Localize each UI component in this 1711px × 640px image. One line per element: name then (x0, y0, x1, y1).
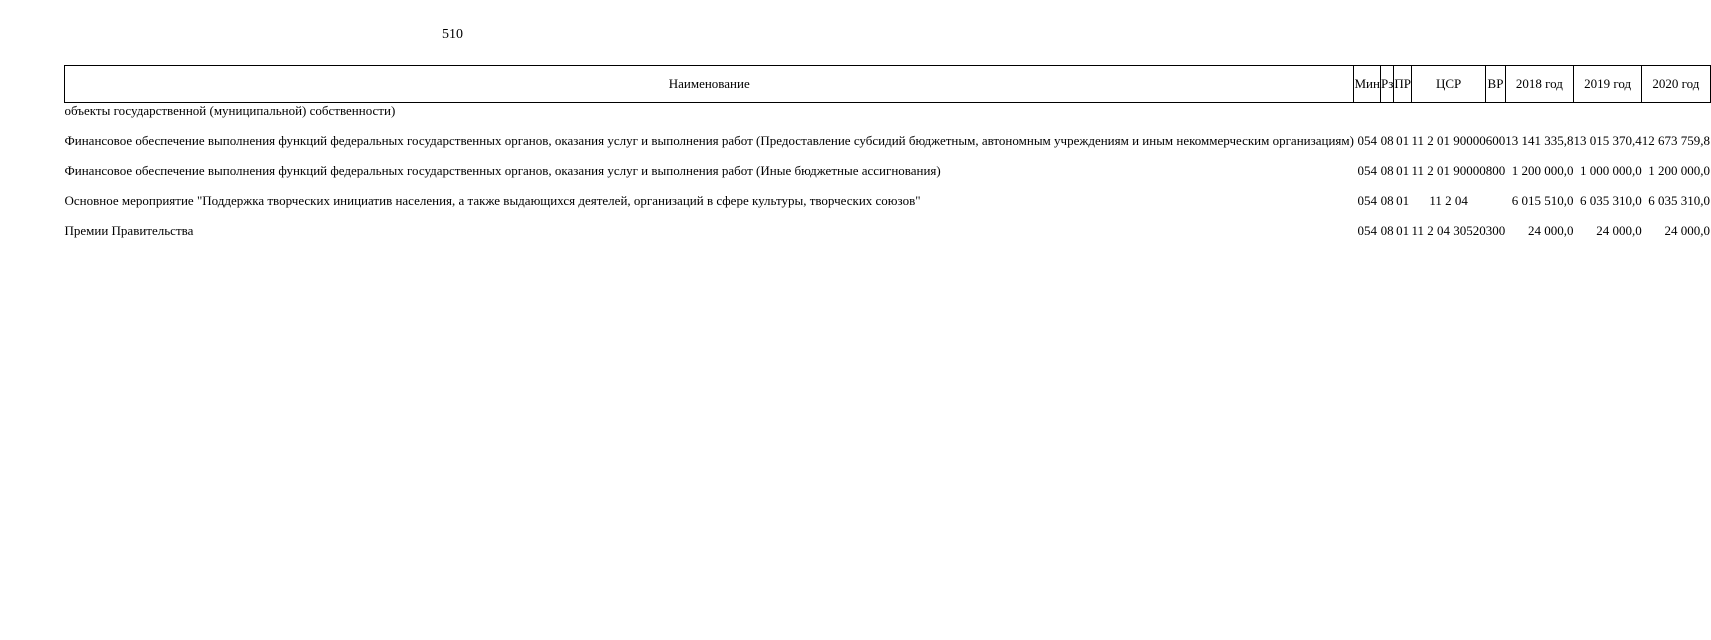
row-pr: 01 (1396, 223, 1410, 238)
row-2018: 6 015 510,0 (1511, 193, 1574, 208)
row-vr: 800 (1485, 163, 1506, 178)
header-vr: ВР (1486, 66, 1506, 103)
table-row (65, 163, 1711, 179)
row-csr: 11 2 01 90000 (1411, 133, 1486, 148)
row-rz: 08 (1380, 163, 1394, 178)
row-2020: 12 673 759,8 (1641, 133, 1710, 148)
table-row (65, 193, 1711, 209)
row-csr (1411, 103, 1485, 120)
page-number: 510 (442, 27, 463, 42)
row-name: Основное мероприятие "Поддержка творческих инициатив населения, а также выдающихся деятелей, организаций в сфере культуры, творческих союзов" (64, 193, 921, 208)
row-min: 054 (1357, 163, 1377, 178)
row-2020: 24 000,0 (1664, 223, 1710, 238)
row-rz: 08 (1380, 133, 1394, 148)
row-rz (1380, 103, 1393, 120)
row-vr (1486, 193, 1506, 209)
header-2019: 2019 год (1574, 66, 1642, 103)
row-2019: 24 000,0 (1596, 223, 1642, 238)
row-pr: 01 (1396, 133, 1410, 148)
header-pr: ПР (1394, 66, 1412, 103)
row-pr: 01 (1396, 193, 1410, 208)
row-2019: 13 015 370,4 (1573, 133, 1642, 148)
row-2020: 1 200 000,0 (1648, 163, 1710, 178)
row-pr (1394, 103, 1412, 120)
row-rz: 08 (1380, 193, 1394, 208)
table-header-row (65, 66, 1711, 103)
row-name: объекты государственной (муниципальной) собственности) (64, 103, 396, 118)
row-name: Финансовое обеспечение выполнения функций федеральных государственных органов, оказания услуг и выполнения работ (Иные бюджетные ассигнования) (64, 163, 941, 178)
table-row (65, 133, 1711, 149)
row-min: 054 (1357, 193, 1377, 208)
header-2020: 2020 год (1642, 66, 1710, 103)
header-name: Наименование (65, 66, 1354, 103)
row-2018: 13 141 335,8 (1505, 133, 1574, 148)
row-name: Финансовое обеспечение выполнения функций федеральных государственных органов, оказания услуг и выполнения работ (Предоставление субсидий бюджетным, автономным учреждениям и иным некоммерческим организациям) (64, 133, 1354, 148)
row-vr (1486, 103, 1506, 120)
budget-table (64, 65, 1711, 239)
row-pr: 01 (1396, 163, 1410, 178)
row-rz: 08 (1380, 223, 1394, 238)
row-vr: 600 (1485, 133, 1506, 148)
header-rz: Рз (1380, 66, 1393, 103)
row-2018: 1 200 000,0 (1511, 163, 1574, 178)
row-2019 (1574, 103, 1642, 120)
table-row (65, 103, 1711, 120)
row-csr: 11 2 04 30520 (1411, 223, 1486, 238)
row-2018 (1505, 103, 1573, 120)
row-min: 054 (1357, 133, 1377, 148)
header-min: Мин (1354, 66, 1380, 103)
row-min (1354, 103, 1380, 120)
row-2019: 1 000 000,0 (1580, 163, 1642, 178)
header-2018: 2018 год (1505, 66, 1573, 103)
row-2020: 6 035 310,0 (1648, 193, 1710, 208)
row-vr: 300 (1485, 223, 1506, 238)
row-2019: 6 035 310,0 (1580, 193, 1642, 208)
header-csr: ЦСР (1411, 66, 1485, 103)
row-2020 (1642, 103, 1710, 120)
row-2018: 24 000,0 (1528, 223, 1574, 238)
table-row (65, 223, 1711, 239)
row-csr: 11 2 04 (1429, 193, 1468, 208)
row-name: Премии Правительства (64, 223, 194, 238)
row-min: 054 (1357, 223, 1377, 238)
row-csr: 11 2 01 90000 (1411, 163, 1486, 178)
